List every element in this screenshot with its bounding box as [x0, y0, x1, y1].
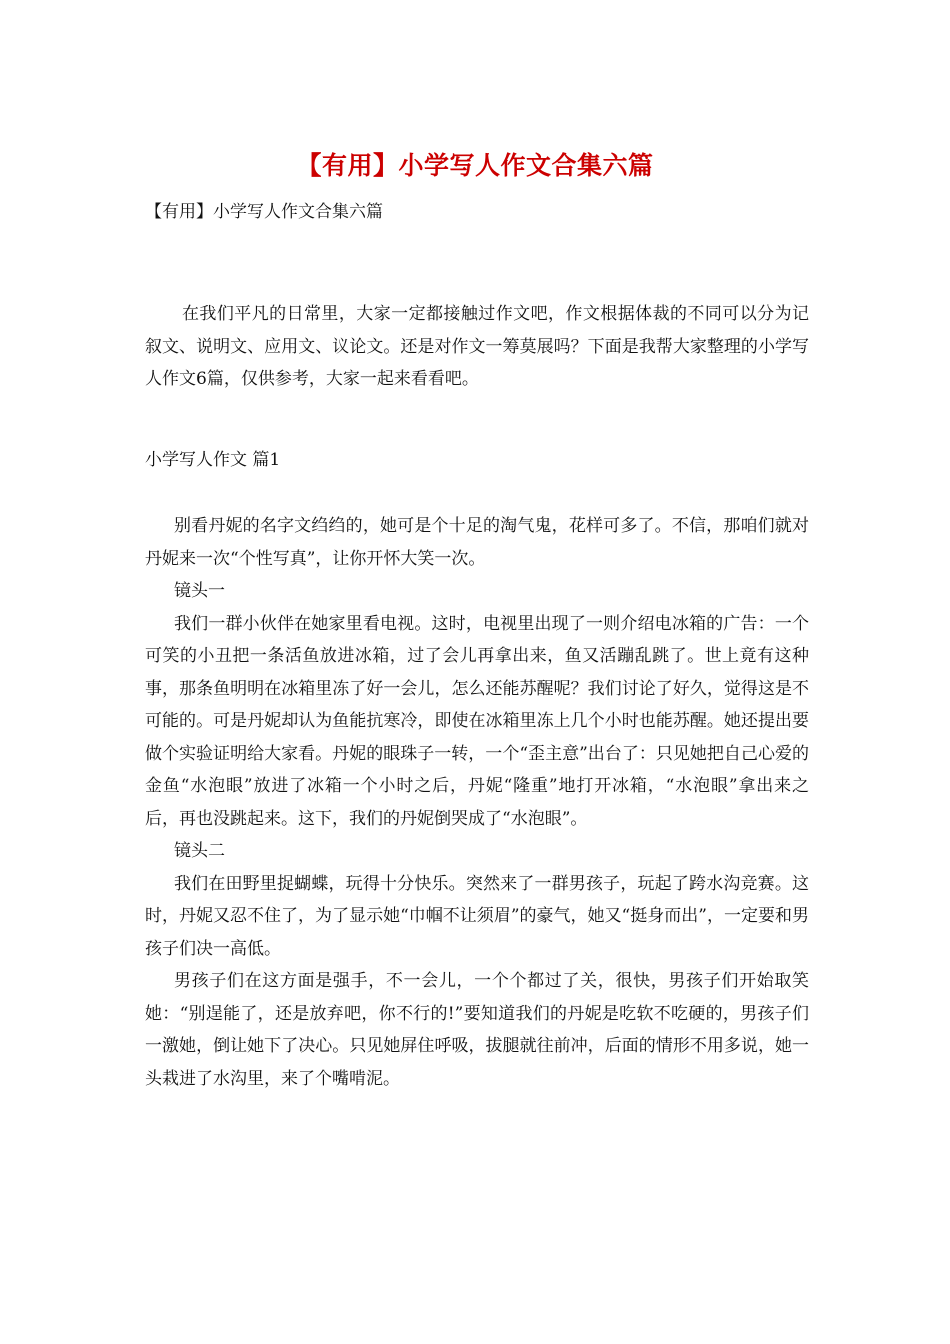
- document-title: 【有用】小学写人作文合集六篇: [296, 151, 654, 180]
- paragraph-1: 别看丹妮的名字文绉绉的，她可是个十足的淘气鬼，花样可多了。不信，那咱们就对丹妮来一次“个性写真”，让你开怀大笑一次。: [145, 516, 809, 569]
- paragraph-3: 我们在田野里捉蝴蝶，玩得十分快乐。突然来了一群男孩子，玩起了跨水沟竞赛。这时，丹妮又忍不住了，为了显示她“巾帼不让须眉”的豪气，她又“挺身而出”，一定要和男孩子们决一高低。: [145, 873, 809, 959]
- document-subtitle: 【有用】小学写人作文合集六篇: [145, 202, 383, 222]
- intro-paragraph: 在我们平凡的日常里，大家一定都接触过作文吧，作文根据体裁的不同可以分为记叙文、说明文、应用文、议论文。还是对作文一筹莫展吗？下面是我帮大家整理的小学写人作文6篇，仅供参考，大家一起来看看吧。: [145, 304, 809, 389]
- intro-block: [145, 298, 809, 396]
- article-body: [145, 510, 809, 1095]
- scene-heading-1: 镜头一: [174, 581, 225, 601]
- section-heading: 小学写人作文 篇1: [145, 450, 281, 470]
- paragraph-4: 男孩子们在这方面是强手，不一会儿，一个个都过了关，很快，男孩子们开始取笑她：“别逞能了，还是放弃吧，你不行的!”要知道我们的丹妮是吃软不吃硬的，男孩子们一激她，倒让她下了决心。只见她屏住呼吸，拔腿就往前冲，后面的情形不用多说，她一头栽进了水沟里，来了个嘴啃泥。: [145, 971, 809, 1089]
- paragraph-2: 我们一群小伙伴在她家里看电视。这时，电视里出现了一则介绍电冰箱的广告：一个可笑的小丑把一条活鱼放进冰箱，过了会儿再拿出来，鱼又活蹦乱跳了。世上竟有这种事，那条鱼明明在冰箱里冻了好一会儿，怎么还能苏醒呢？我们讨论了好久，觉得这是不可能的。可是丹妮却认为鱼能抗寒冷，即使在冰箱里冻上几个小时也能苏醒。她还提出要做个实验证明给大家看。丹妮的眼珠子一转，一个“歪主意”出台了：只见她把自己心爱的金鱼“水泡眼”放进了冰箱一个小时之后，丹妮“隆重”地打开冰箱，“水泡眼”拿出来之后，再也没跳起来。这下，我们的丹妮倒哭成了“水泡眼”。: [145, 613, 809, 829]
- scene-heading-2: 镜头二: [174, 841, 225, 861]
